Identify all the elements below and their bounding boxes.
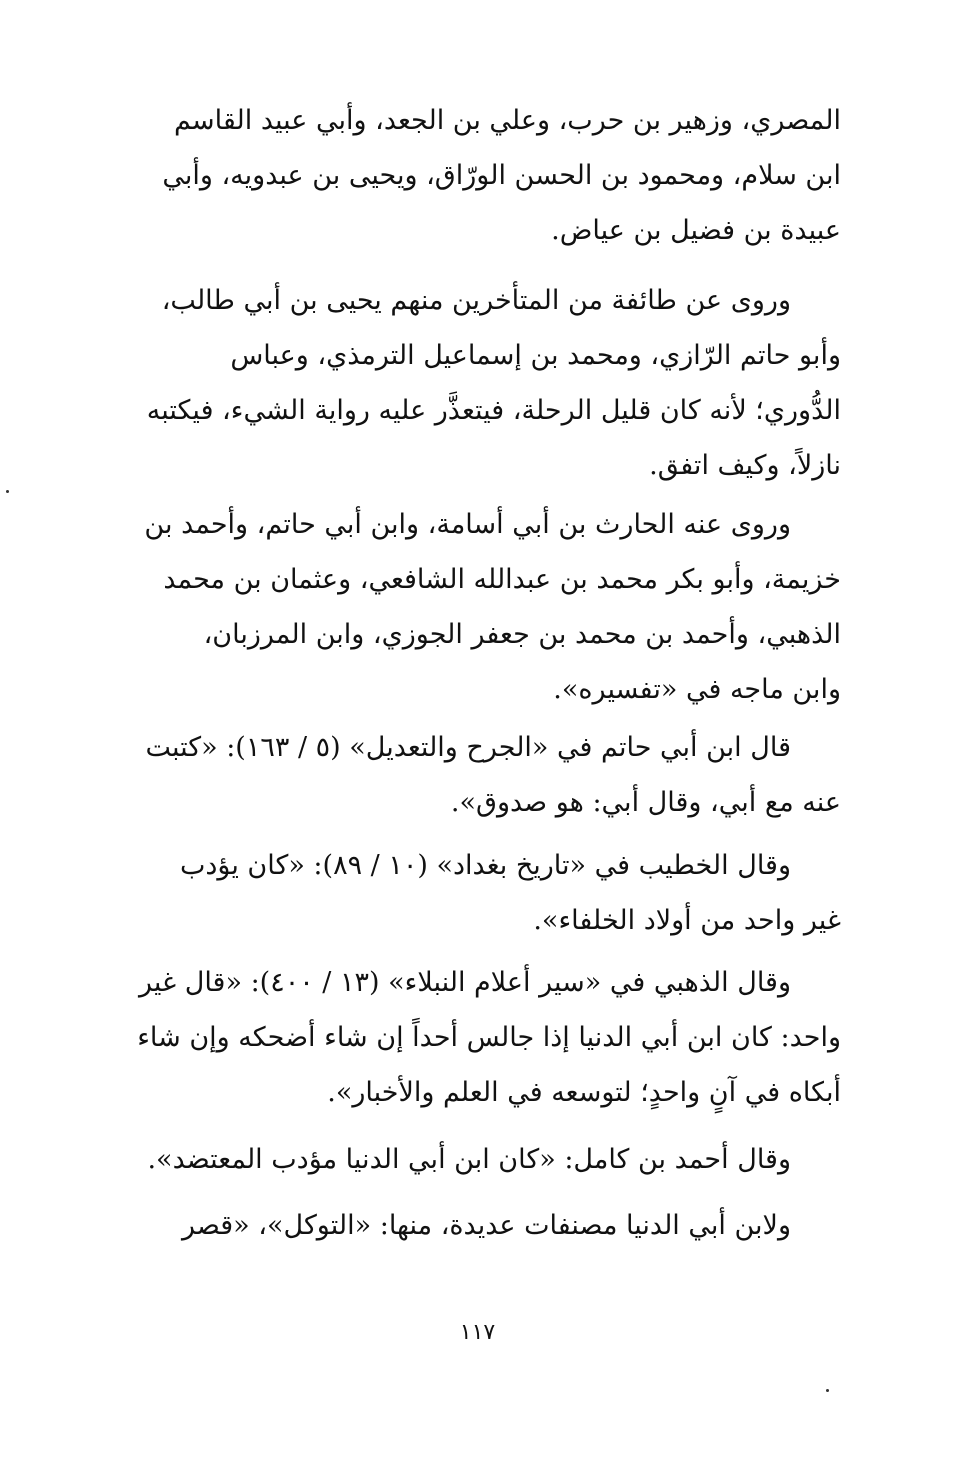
paragraph-5 xyxy=(128,838,841,948)
paragraph-7 xyxy=(128,1132,841,1187)
scan-speck xyxy=(6,490,9,493)
text-line: الدُّوري؛ لأنه كان قليل الرحلة، فيتعذَّر عليه رواية الشيء، فيكتبه xyxy=(146,395,841,426)
text-line: ولابن أبي الدنيا مصنفات عديدة، منها: «التوكل»، «قصر xyxy=(181,1210,791,1241)
text-line: قال ابن أبي حاتم في «الجرح والتعديل» (٥ / ١٦٣): «كتبت xyxy=(145,732,791,763)
paragraph-4 xyxy=(128,720,841,830)
text-line: عنه مع أبي، وقال أبي: هو صدوق». xyxy=(450,787,841,818)
text-line: نازلاً، وكيف اتفق. xyxy=(649,450,841,481)
text-line: وروى عنه الحارث بن أبي أسامة، وابن أبي حاتم، وأحمد بن xyxy=(144,509,791,540)
text-line: وابن ماجه في «تفسيره». xyxy=(553,674,841,705)
text-line: أبكاه في آنٍ واحدٍ؛ لتوسعه في العلم والأخبار». xyxy=(327,1077,841,1108)
paragraph-8 xyxy=(128,1198,841,1253)
text-line: وروى عن طائفة من المتأخرين منهم يحيى بن أبي طالب، xyxy=(161,285,791,316)
page-number: ١١٧ xyxy=(459,1320,496,1345)
text-line: عبيدة بن فضيل بن عياض. xyxy=(551,215,841,246)
text-line: وقال أحمد بن كامل: «كان ابن أبي الدنيا مؤدب المعتضد». xyxy=(147,1144,791,1175)
text-line: وأبو حاتم الرّازي، ومحمد بن إسماعيل الترمذي، وعباس xyxy=(230,340,841,371)
text-line: واحد: كان ابن أبي الدنيا إذا جالس أحداً إن شاء أضحكه وإن شاء xyxy=(137,1022,841,1053)
text-line: ابن سلام، ومحمود بن الحسن الورّاق، ويحيى بن عبدويه، وأبي xyxy=(162,160,841,191)
text-line: المصري، وزهير بن حرب، وعلي بن الجعد، وأبي عبيد القاسم xyxy=(174,105,841,136)
text-line: وقال الخطيب في «تاريخ بغداد» (١٠ / ٨٩): «كان يؤدب xyxy=(179,850,791,881)
text-line: غير واحد من أولاد الخلفاء». xyxy=(533,905,841,936)
scan-speck xyxy=(826,1389,829,1392)
paragraph-3 xyxy=(128,497,841,717)
text-line: الذهبي، وأحمد بن محمد بن جعفر الجوزي، وابن المرزبان، xyxy=(203,619,841,650)
text-line: وقال الذهبي في «سير أعلام النبلاء» (١٣ / ٤٠٠): «قال غير xyxy=(138,967,791,998)
paragraph-6 xyxy=(128,955,841,1120)
text-line: خزيمة، وأبو بكر محمد بن عبدالله الشافعي، وعثمان بن محمد xyxy=(163,564,841,595)
paragraph-1 xyxy=(128,93,841,258)
paragraph-2 xyxy=(128,273,841,493)
